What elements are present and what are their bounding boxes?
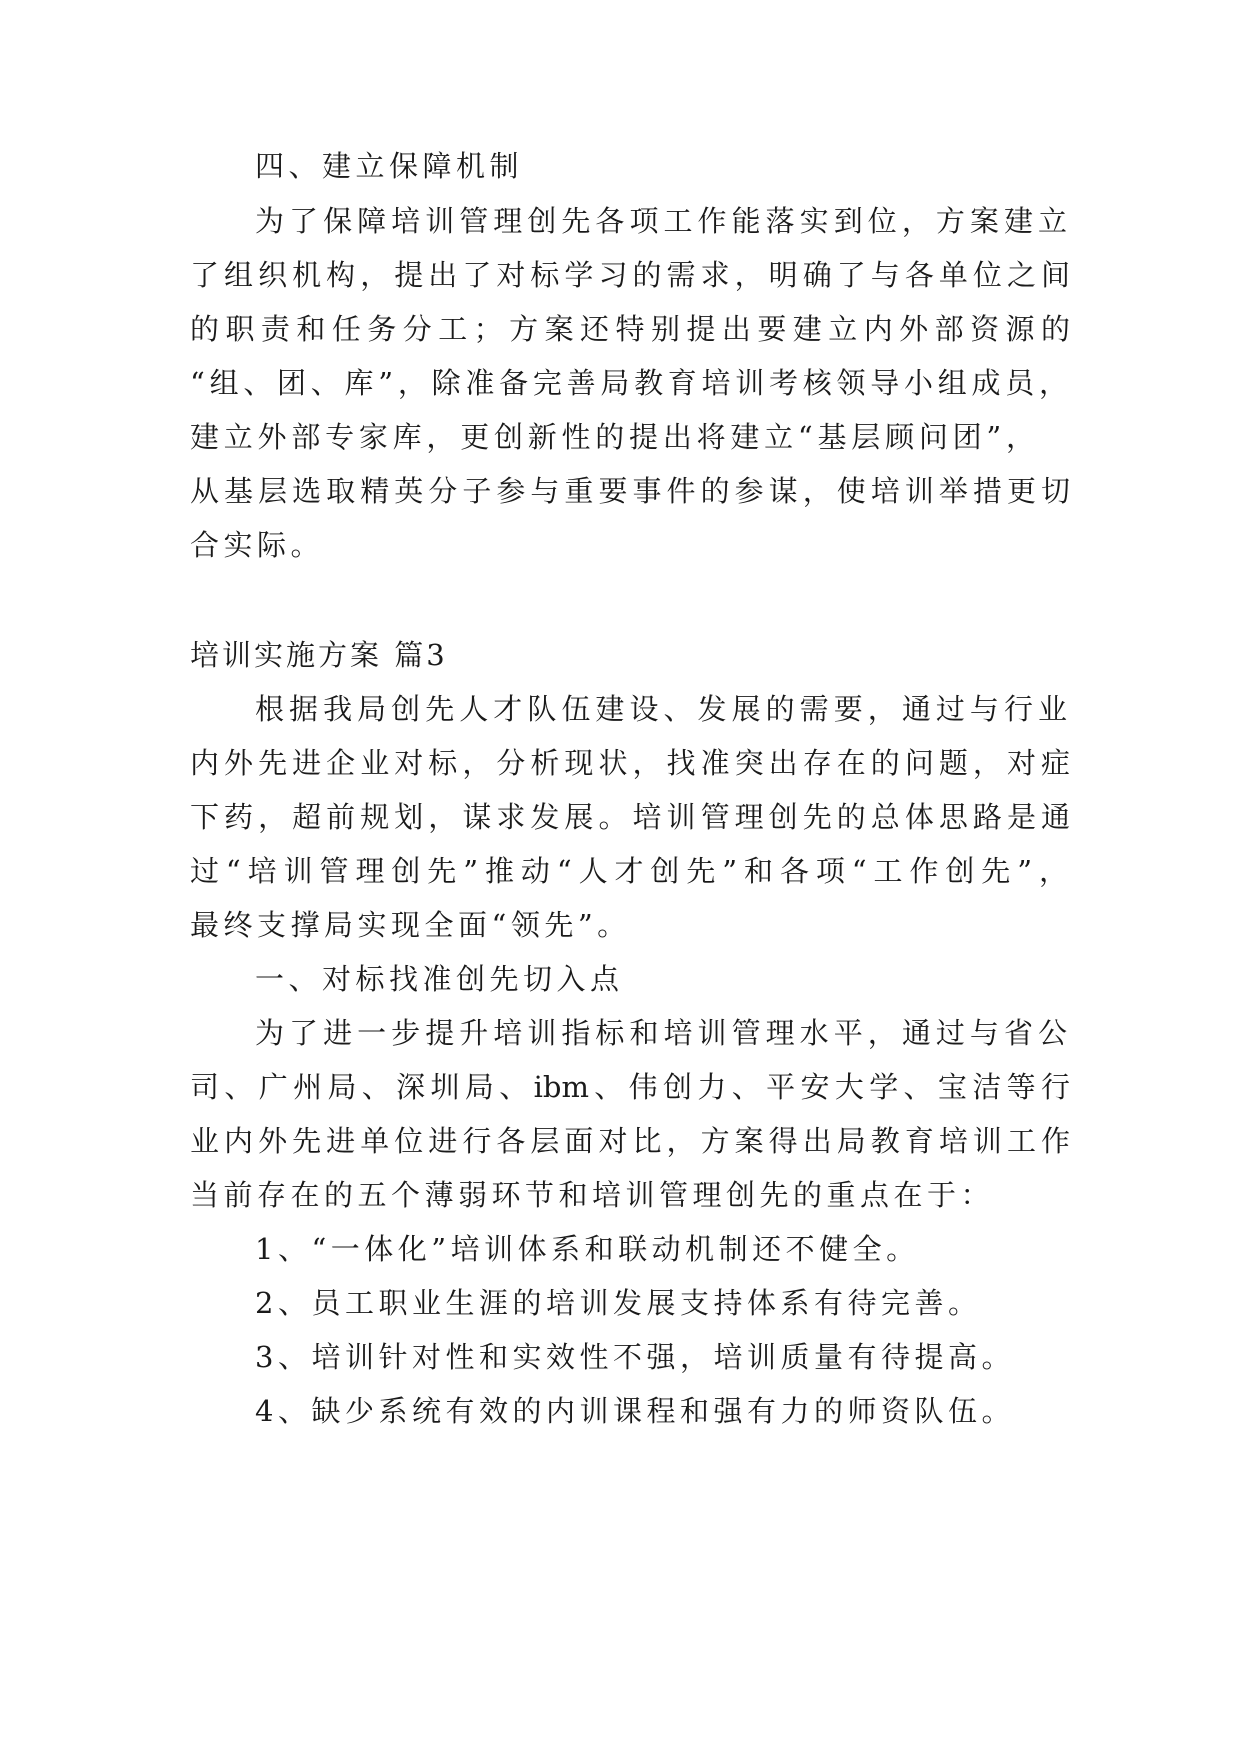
sub-heading: 一、对标找准创先切入点 [255, 962, 624, 996]
paragraph-line: 最终支撑局实现全面“领先”。 [190, 908, 631, 942]
paragraph-line: 从基层选取精英分子参与重要事件的参谋，使培训举措更切 [190, 474, 1070, 508]
paragraph-line: 过“培训管理创先”推动“人才创先”和各项“工作创先”， [190, 854, 1068, 888]
paragraph-line: 为了进一步提升培训指标和培训管理水平，通过与省公 [255, 1016, 1067, 1050]
paragraph-line: 业内外先进单位进行各层面对比，方案得出局教育培训工作 [190, 1124, 1070, 1158]
list-item: 4、缺少系统有效的内训课程和强有力的师资队伍。 [255, 1394, 1015, 1428]
paragraph-line: 合实际。 [190, 528, 325, 562]
paragraph-line: “组、团、库”，除准备完善局教育培训考核领导小组成员， [190, 366, 1068, 400]
paragraph-line: 建立外部专家库，更创新性的提出将建立“基层顾问团”， [190, 420, 1035, 454]
paragraph-line: 为了保障培训管理创先各项工作能落实到位，方案建立 [255, 204, 1067, 238]
paragraph-line: 根据我局创先人才队伍建设、发展的需要，通过与行业 [255, 692, 1067, 726]
list-item: 3、培训针对性和实效性不强，培训质量有待提高。 [255, 1340, 1015, 1374]
section-heading: 四、建立保障机制 [255, 149, 524, 183]
part-title: 培训实施方案 篇3 [190, 638, 448, 672]
paragraph-line: 的职责和任务分工；方案还特别提出要建立内外部资源的 [190, 312, 1070, 346]
paragraph-line: 司、广州局、深圳局、ibm、伟创力、平安大学、宝洁等行 [190, 1070, 1070, 1104]
list-item: 2、员工职业生涯的培训发展支持体系有待完善。 [255, 1286, 982, 1320]
paragraph-line: 内外先进企业对标，分析现状，找准突出存在的问题，对症 [190, 746, 1070, 780]
list-item: 1、“一体化”培训体系和联动机制还不健全。 [255, 1232, 920, 1266]
paragraph-line: 当前存在的五个薄弱环节和培训管理创先的重点在于： [190, 1178, 995, 1212]
paragraph-line: 了组织机构，提出了对标学习的需求，明确了与各单位之间 [190, 258, 1070, 292]
paragraph-line: 下药，超前规划，谋求发展。培训管理创先的总体思路是通 [190, 800, 1070, 834]
